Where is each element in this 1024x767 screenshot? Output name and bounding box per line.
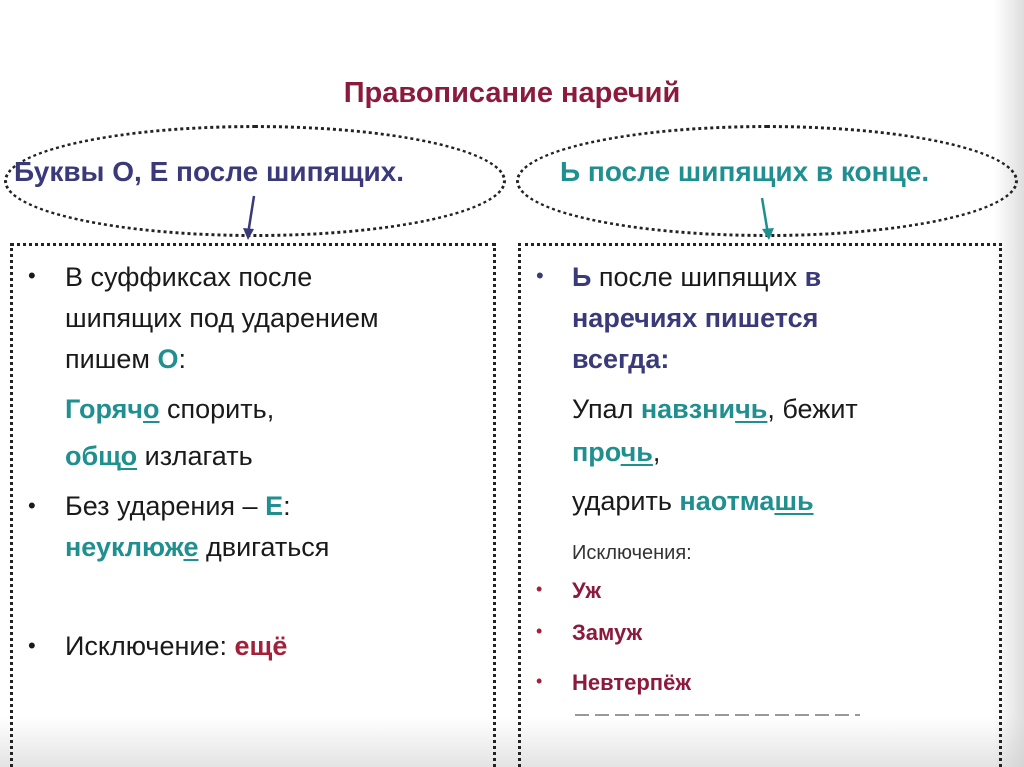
right-exceptions-label: Исключения: [572, 542, 692, 564]
bullet-icon: • [28, 633, 36, 658]
left-example-1: Горячо спорить, [65, 394, 275, 424]
bullet-icon: • [536, 671, 543, 691]
cropped-text-fragment [575, 712, 865, 722]
page-title: Правописание наречий [343, 77, 681, 109]
left-example-2: общо излагать [65, 441, 253, 471]
left-rule1-line1: В суффиксах после [65, 262, 313, 292]
right-rule-line2: наречиях пишется [572, 303, 819, 333]
left-rule2: Без ударения – Е: [65, 491, 291, 521]
left-arrow-icon [243, 196, 254, 240]
exception-item: Уж [572, 578, 601, 603]
bullet-icon: • [28, 263, 36, 288]
left-example-3: неуклюже двигаться [65, 532, 330, 562]
left-rule1-line3: пишем О: [65, 344, 186, 374]
right-rule-line3: всегда: [572, 344, 670, 374]
right-example-3: ударить наотмашь [572, 486, 814, 516]
exception-item: Замуж [572, 620, 643, 645]
right-arrow-icon [762, 198, 774, 240]
right-example-1: Упал навзничь, бежит [572, 394, 858, 424]
right-rule-line1: Ь после шипящих в [572, 262, 822, 292]
bullet-icon: • [536, 621, 543, 641]
left-rule1-line2: шипящих под ударением [65, 303, 379, 333]
right-example-2: прочь, [572, 437, 661, 467]
bullet-icon: • [536, 579, 543, 599]
left-topic-heading: Буквы О, Е после шипящих. [14, 156, 405, 187]
bullet-icon: • [536, 263, 544, 288]
exception-item: Невтерпёж [572, 670, 691, 695]
bullet-icon: • [28, 493, 36, 518]
right-topic-heading: Ь после шипящих в конце. [560, 156, 930, 187]
left-exception: Исключение: ещё [65, 631, 288, 661]
